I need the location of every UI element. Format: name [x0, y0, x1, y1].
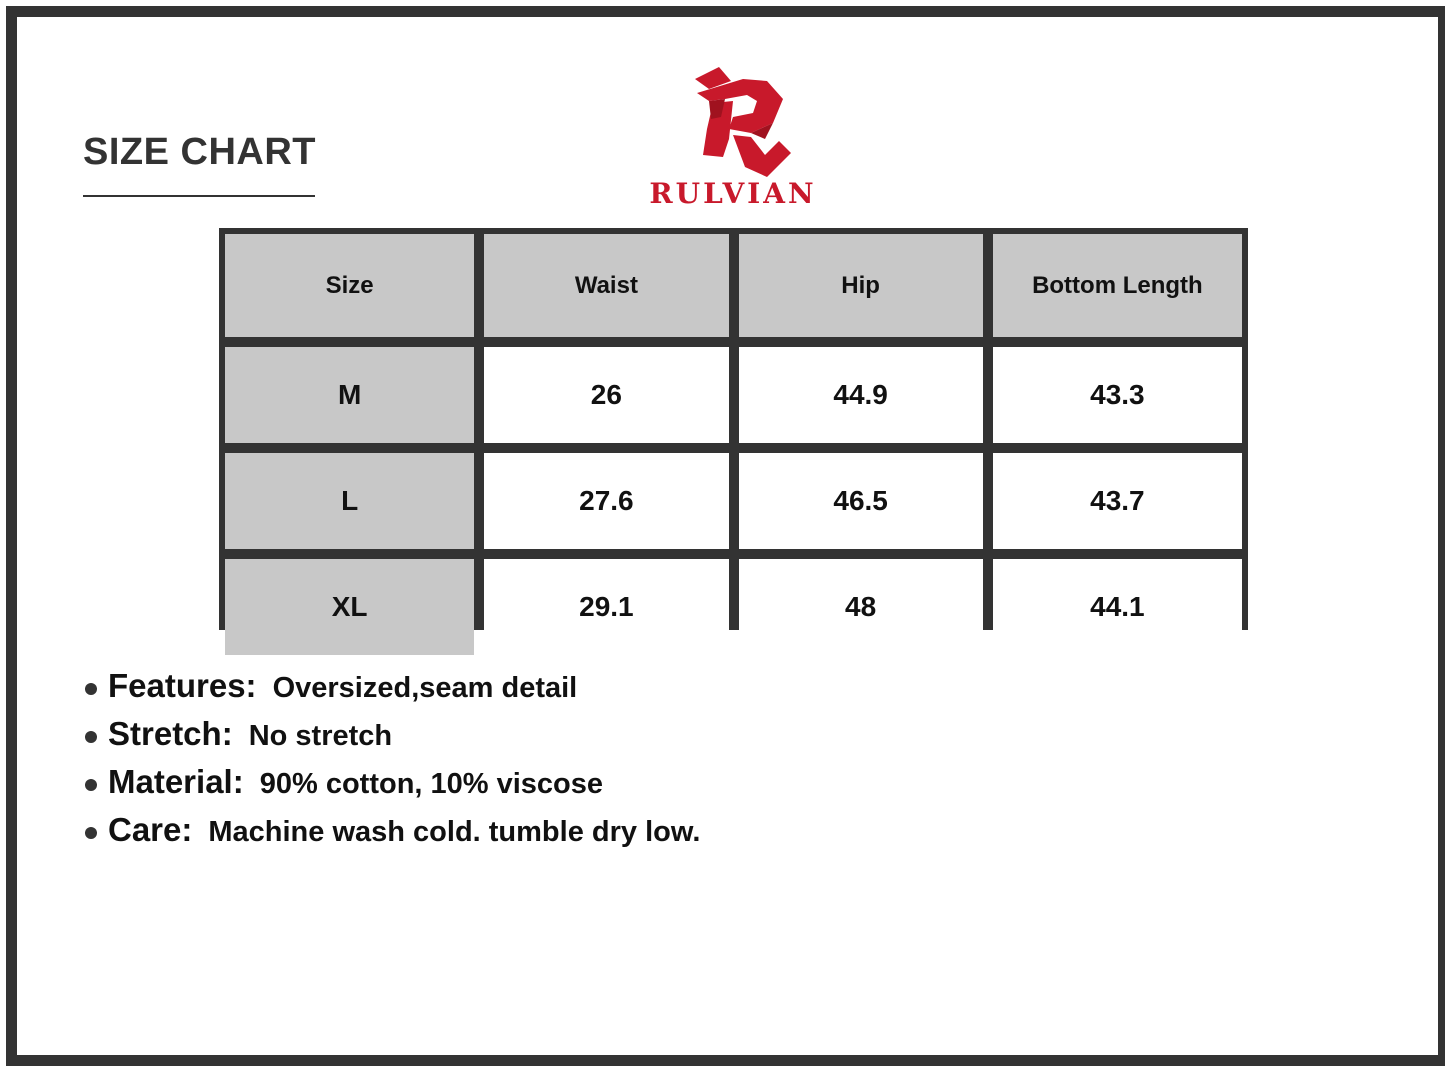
bottom-length-value: 43.3 — [1090, 379, 1145, 410]
table-cell — [988, 559, 1242, 655]
hip-value: 48 — [845, 591, 877, 622]
list-item — [83, 715, 700, 763]
table-cell — [225, 453, 479, 559]
table-cell — [479, 559, 733, 655]
table-cell — [734, 453, 988, 559]
waist-value: 26 — [590, 379, 622, 410]
size-table — [219, 228, 1248, 630]
table-header-cell — [479, 234, 733, 347]
column-header-hip: Hip — [841, 271, 880, 299]
bullet-icon — [85, 731, 97, 743]
table-cell — [988, 347, 1242, 453]
table-cell — [988, 453, 1242, 559]
table-header-cell — [988, 234, 1242, 347]
detail-value-stretch: No stretch — [248, 720, 393, 752]
column-header-size: Size — [325, 271, 374, 299]
bullet-icon — [85, 779, 97, 791]
hip-value: 46.5 — [833, 485, 888, 516]
table-row — [225, 559, 1242, 655]
table-header-cell — [734, 234, 988, 347]
table-cell — [225, 559, 479, 655]
title-underline — [83, 195, 315, 197]
table-cell — [734, 559, 988, 655]
size-label: XL — [331, 591, 368, 622]
detail-label-material: Material: — [108, 763, 244, 800]
table-header-cell — [225, 234, 479, 347]
detail-label-stretch: Stretch: — [108, 715, 233, 752]
size-label: M — [337, 379, 362, 410]
size-table-grid — [225, 234, 1242, 655]
bottom-length-value: 43.7 — [1090, 485, 1145, 516]
size-chart-page — [11, 11, 1432, 1049]
page-title: SIZE CHART — [83, 131, 316, 173]
table-cell — [734, 347, 988, 453]
detail-value-care: Machine wash cold. tumble dry low. — [208, 816, 701, 848]
waist-value: 27.6 — [579, 485, 634, 516]
waist-value: 29.1 — [579, 591, 634, 622]
product-details-list — [83, 667, 700, 859]
detail-label-care: Care: — [108, 811, 193, 848]
hip-value: 44.9 — [833, 379, 888, 410]
bullet-icon — [85, 827, 97, 839]
table-header-row — [225, 234, 1242, 347]
page-frame — [6, 6, 1445, 1066]
table-cell — [225, 347, 479, 453]
column-header-bottom-length: Bottom Length — [1032, 271, 1203, 299]
table-cell — [479, 453, 733, 559]
bottom-length-value: 44.1 — [1090, 591, 1145, 622]
list-item — [83, 763, 700, 811]
detail-value-material: 90% cotton, 10% viscose — [259, 768, 604, 800]
detail-value-features: Oversized,seam detail — [272, 672, 578, 704]
table-row — [225, 453, 1242, 559]
table-cell — [479, 347, 733, 453]
detail-label-features: Features: — [108, 667, 257, 704]
bullet-icon — [85, 683, 97, 695]
brand-name: RULVIAN — [649, 177, 817, 210]
column-header-waist: Waist — [574, 271, 638, 299]
list-item — [83, 667, 700, 715]
list-item — [83, 811, 700, 859]
size-label: L — [341, 485, 359, 516]
table-row — [225, 347, 1242, 453]
